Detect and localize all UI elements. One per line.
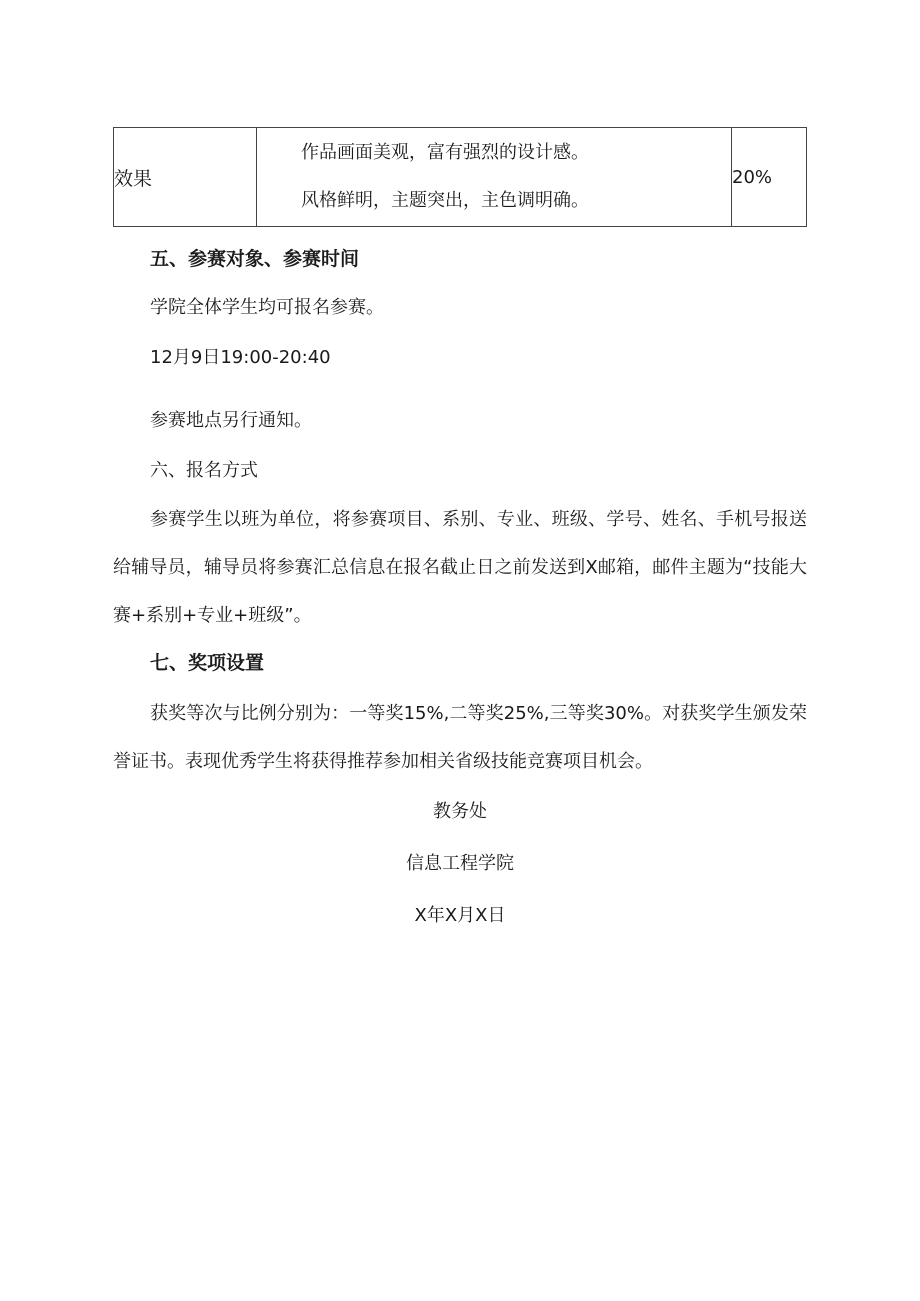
criterion-weight: 20%	[732, 128, 807, 227]
table-row	[114, 128, 807, 227]
criterion-name: 效果	[114, 128, 257, 227]
section6-heading: 六、报名方式	[150, 460, 258, 481]
signature-college: 信息工程学院	[406, 853, 514, 874]
signature-office: 教务处	[433, 801, 487, 822]
section6-body: 参赛学生以班为单位，将参赛项目、系别、专业、班级、学号、姓名、手机号报送给辅导员，辅导员将参赛汇总信息在报名截止日之前发送到X邮箱，邮件主题为“技能大赛+系别+专业+班级”。	[113, 509, 807, 626]
section5-time: 12月9日19:00-20:40	[150, 347, 331, 368]
section5-heading: 五、参赛对象、参赛时间	[150, 248, 360, 270]
criterion-description	[257, 128, 732, 227]
section7-heading: 七、奖项设置	[150, 652, 265, 674]
signature-date: X年X月X日	[414, 905, 506, 926]
criteria-table	[113, 127, 807, 227]
section7-body: 获奖等次与比例分别为：一等奖15%,二等奖25%,三等奖30%。对获奖学生颁发荣誉证书。表现优秀学生将获得推荐参加相关省级技能竞赛项目机会。	[113, 703, 807, 772]
criterion-desc-line: 作品画面美观，富有强烈的设计感。	[301, 142, 589, 163]
criterion-desc-line: 风格鲜明，主题突出，主色调明确。	[301, 190, 589, 211]
section5-location: 参赛地点另行通知。	[150, 410, 312, 431]
section5-eligibility: 学院全体学生均可报名参赛。	[150, 297, 384, 318]
